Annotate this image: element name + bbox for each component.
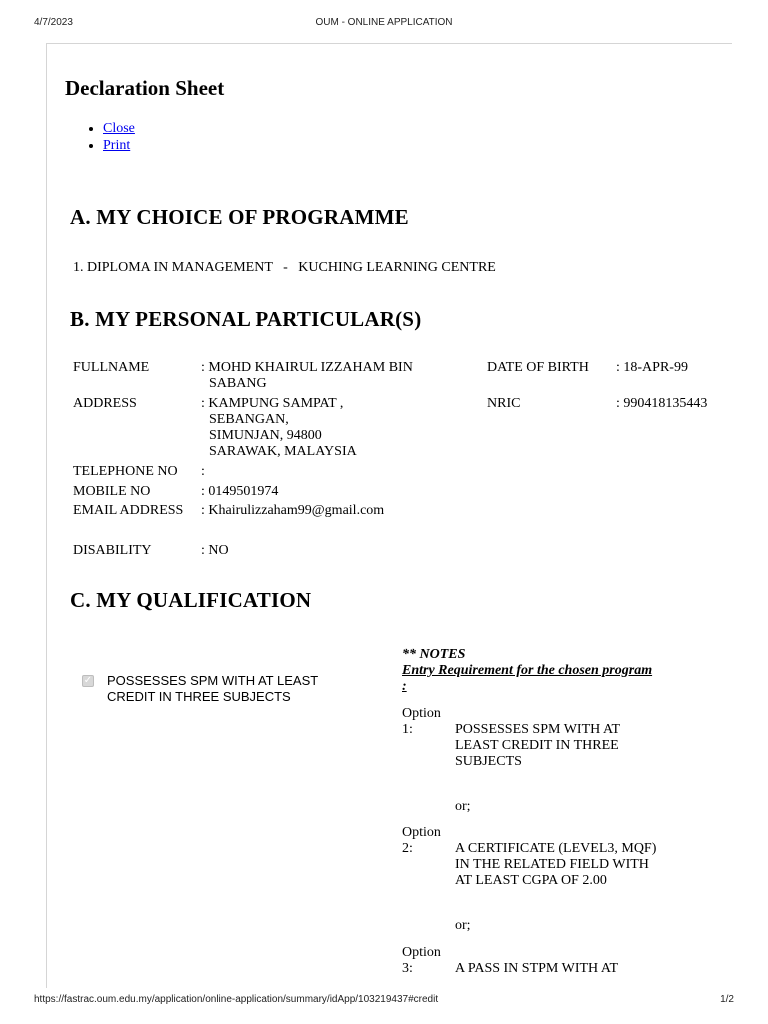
option-1-text <box>455 722 695 770</box>
option-1-label-word: Option <box>402 706 441 721</box>
option-2-label <box>402 825 441 857</box>
print-page-title: OUM - ONLINE APPLICATION <box>315 17 453 28</box>
option-3-text <box>455 961 695 977</box>
or-separator-2: or; <box>455 918 471 933</box>
address-line-1: : KAMPUNG SAMPAT , <box>201 396 344 411</box>
action-links <box>85 120 135 154</box>
close-link-item <box>103 120 135 137</box>
print-link-item <box>103 137 135 154</box>
dob-value: : 18-APR-99 <box>616 360 688 375</box>
notes-title: ** NOTES <box>402 647 466 662</box>
option-1-label <box>402 706 441 738</box>
address-line-4: SARAWAK, MALAYSIA <box>209 444 357 459</box>
entry-requirement-heading: Entry Requirement for the chosen program <box>402 663 653 678</box>
option-2-label-word: Option <box>402 825 441 840</box>
address-label: ADDRESS <box>73 396 137 411</box>
option-1-line: POSSESSES SPM WITH AT <box>455 722 621 737</box>
fullname-label: FULLNAME <box>73 360 150 375</box>
fullname-value-cont: SABANG <box>209 376 267 391</box>
option-1-label-number: 1: <box>402 722 413 737</box>
or-separator-1: or; <box>455 799 471 814</box>
print-header <box>0 17 768 31</box>
option-3-label-word: Option <box>402 945 441 960</box>
print-url: https://fastrac.oum.edu.my/application/online-application/summary/idApp/103219437#credit <box>34 994 439 1005</box>
qualification-checkbox[interactable]: ✓ <box>83 675 93 686</box>
option-3-label <box>402 945 441 977</box>
qualification-label-line-2: CREDIT IN THREE SUBJECTS <box>107 689 291 704</box>
fullname-value: : MOHD KHAIRUL IZZAHAM BIN <box>201 360 413 375</box>
option-3-label-number: 3: <box>402 961 413 976</box>
section-a-heading: A. MY CHOICE OF PROGRAMME <box>70 205 409 229</box>
address-line-2: SEBANGAN, <box>209 412 289 427</box>
print-page-number: 1/2 <box>720 994 734 1005</box>
section-c-heading: C. MY QUALIFICATION <box>70 588 312 612</box>
telephone-label: TELEPHONE NO <box>73 464 178 479</box>
option-3-line: A PASS IN STPM WITH AT <box>455 961 618 976</box>
programme-choice: 1. DIPLOMA IN MANAGEMENT - KUCHING LEARNING CENTRE <box>73 260 496 275</box>
close-link[interactable]: Close <box>103 121 135 136</box>
nric-value: : 990418135443 <box>616 396 708 411</box>
disability-value: : NO <box>201 543 229 558</box>
notes-block <box>402 647 652 695</box>
address-line-3: SIMUNJAN, 94800 <box>209 428 322 443</box>
option-2-line: AT LEAST CGPA OF 2.00 <box>455 873 607 888</box>
mobile-value: : 0149501974 <box>201 484 279 499</box>
section-b-heading: B. MY PERSONAL PARTICULAR(S) <box>70 307 422 331</box>
telephone-value: : <box>201 464 205 479</box>
option-2-line: IN THE RELATED FIELD WITH <box>455 857 649 872</box>
option-1-line: SUBJECTS <box>455 754 522 769</box>
print-link[interactable]: Print <box>103 138 131 153</box>
option-1-line: LEAST CREDIT IN THREE <box>455 738 619 753</box>
mobile-label: MOBILE NO <box>73 484 151 499</box>
email-label: EMAIL ADDRESS <box>73 503 184 518</box>
option-2-line: A CERTIFICATE (LEVEL3, MQF) <box>455 841 657 856</box>
print-footer <box>0 994 768 1008</box>
qualification-label <box>107 673 357 705</box>
dob-label: DATE OF BIRTH <box>487 360 589 375</box>
entry-requirement-heading-cont: : <box>402 679 407 694</box>
disability-label: DISABILITY <box>73 543 152 558</box>
qualification-label-line-1: POSSESSES SPM WITH AT LEAST <box>107 673 319 688</box>
email-value: : Khairulizzaham99@gmail.com <box>201 503 385 518</box>
option-2-text <box>455 841 695 889</box>
nric-label: NRIC <box>487 396 521 411</box>
print-date: 4/7/2023 <box>34 17 73 28</box>
option-2-label-number: 2: <box>402 841 413 856</box>
page-title: Declaration Sheet <box>65 76 225 100</box>
